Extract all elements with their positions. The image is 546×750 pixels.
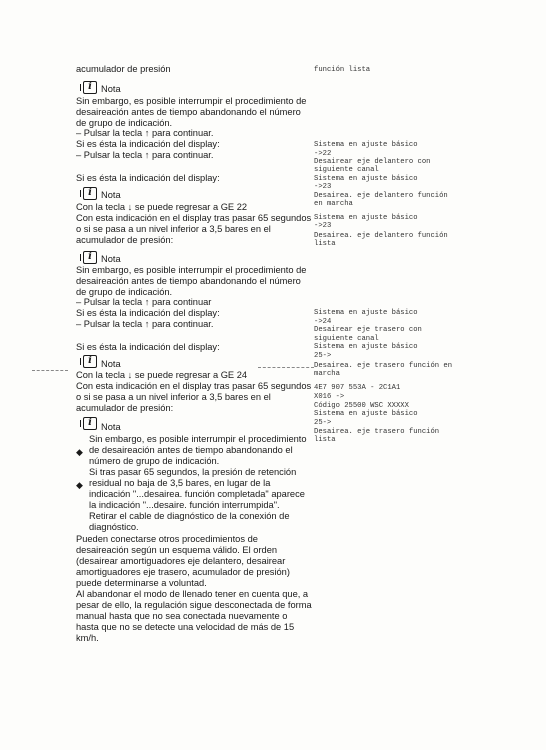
text-line: manual hasta que no sea conectada nuevamente o	[76, 611, 288, 621]
display-line: Sistema en ajuste básico	[314, 175, 418, 183]
display-line: 4E7 907 553A - 2C1A1	[314, 384, 401, 392]
display-line: Desairear eje delantero con	[314, 158, 431, 166]
text-line: Si es ésta la indicación del display:	[76, 139, 220, 149]
text-line: número de grupo de indicación.	[89, 456, 220, 466]
info-icon: i	[83, 417, 97, 430]
text-line: – Pulsar la tecla ↑ para continuar.	[76, 150, 214, 160]
text-line: desaireación antes de tiempo abandonando el número	[76, 276, 301, 286]
text-line: acumulador de presión:	[76, 403, 174, 413]
text-line: hasta que no se detecte una velocidad de más de 15	[76, 622, 295, 632]
info-icon: i	[83, 355, 97, 368]
text-line: puede determinarse a voluntad.	[76, 578, 207, 588]
text-line: (desairear amortiguadores eje delantero, desairear	[76, 556, 286, 566]
text-line: Con esta indicación en el display tras pasar 65 segundos	[76, 213, 312, 223]
text-line: pesar de ello, la regulación sigue desconectada de forma	[76, 600, 312, 610]
text-line: indicación "...desairea. función completada" aparece	[89, 489, 305, 499]
display-line: Sistema en ajuste básico	[314, 214, 418, 222]
display-line: 25->	[314, 352, 332, 360]
bullet-icon: ◆	[76, 480, 83, 490]
text-line: Sin embargo, es posible interrumpir el procedimiento	[89, 434, 307, 444]
note-label: Nota	[101, 84, 121, 94]
info-icon: i	[83, 187, 97, 200]
info-icon: i	[83, 81, 97, 94]
display-line: función lista	[314, 66, 371, 74]
text-line: desaireación según un esquema válido. El orden	[76, 545, 278, 555]
display-line: en marcha	[314, 200, 353, 208]
text-line: Pueden conectarse otros procedimientos de	[76, 534, 258, 544]
display-line: Sistema en ajuste básico	[314, 141, 418, 149]
display-line: Desairea. eje delantero función	[314, 232, 448, 240]
display-line: lista	[314, 436, 336, 444]
display-line: ->22	[314, 150, 332, 158]
text-line: Con la tecla ↓ se puede regresar a GE 24	[76, 370, 248, 380]
text-line: Si es ésta la indicación del display:	[76, 342, 220, 352]
scan-artifact	[258, 367, 314, 368]
note-label: Nota	[101, 422, 121, 432]
text-line: Con la tecla ↓ se puede regresar a GE 22	[76, 202, 248, 212]
display-line: ->24	[314, 318, 332, 326]
display-line: Desairear eje trasero con	[314, 326, 422, 334]
text-line: Retirar el cable de diagnóstico de la conexión de	[89, 511, 290, 521]
text-line: acumulador de presión	[76, 64, 171, 74]
display-line: marcha	[314, 370, 340, 378]
display-line: Sistema en ajuste básico	[314, 343, 418, 351]
display-line: Desairea. eje delantero función	[314, 192, 448, 200]
bullet-icon: ◆	[76, 447, 83, 457]
text-line: Sin embargo, es posible interrumpir el procedimiento de	[76, 96, 307, 106]
display-line: 25->	[314, 419, 332, 427]
text-line: Sin embargo, es posible interrumpir el procedimiento de	[76, 265, 307, 275]
text-line: – Pulsar la tecla ↑ para continuar.	[76, 319, 214, 329]
text-line: – Pulsar la tecla ↑ para continuar	[76, 297, 212, 307]
text-line: acumulador de presión:	[76, 235, 174, 245]
display-line: X016 ->	[314, 393, 345, 401]
display-line: siguiente canal	[314, 335, 379, 343]
display-line: ->23	[314, 183, 332, 191]
text-line: Al abandonar el modo de llenado tener en cuenta que, a	[76, 589, 309, 599]
note-label: Nota	[101, 190, 121, 200]
text-line: o si se pasa a un nivel inferior a 3,5 bares en el	[76, 224, 271, 234]
text-line: km/h.	[76, 633, 99, 643]
text-line: Si es ésta la indicación del display:	[76, 308, 220, 318]
text-line: Si es ésta la indicación del display:	[76, 173, 220, 183]
text-line: de grupo de indicación.	[76, 118, 173, 128]
text-line: amortiguadores eje trasero, acumulador de presión)	[76, 567, 290, 577]
note-label: Nota	[101, 254, 121, 264]
text-line: de desaireación antes de tiempo abandonando el	[89, 445, 293, 455]
display-line: Sistema en ajuste básico	[314, 309, 418, 317]
text-line: diagnóstico.	[89, 522, 139, 532]
display-line: Código 25500 WSC XXXXX	[314, 402, 409, 410]
text-line: residual no baja de 3,5 bares, en lugar de la	[89, 478, 271, 488]
note-label: Nota	[101, 359, 121, 369]
display-line: Sistema en ajuste básico	[314, 410, 418, 418]
display-line: lista	[314, 240, 336, 248]
text-line: la indicación "...desaire. función interrumpida".	[89, 500, 280, 510]
text-line: Con esta indicación en el display tras pasar 65 segundos	[76, 381, 312, 391]
info-icon: i	[83, 251, 97, 264]
scan-artifact	[32, 370, 68, 371]
text-line: o si se pasa a un nivel inferior a 3,5 bares en el	[76, 392, 271, 402]
display-line: Desairea. eje trasero función en	[314, 362, 453, 370]
display-line: siguiente canal	[314, 166, 379, 174]
text-line: desaireación antes de tiempo abandonando el número	[76, 107, 301, 117]
display-line: Desairea. eje trasero función	[314, 428, 440, 436]
text-line: de grupo de indicación.	[76, 287, 173, 297]
display-line: ->23	[314, 222, 332, 230]
text-line: Si tras pasar 65 segundos, la presión de retención	[89, 467, 297, 477]
text-line: – Pulsar la tecla ↑ para continuar.	[76, 128, 214, 138]
